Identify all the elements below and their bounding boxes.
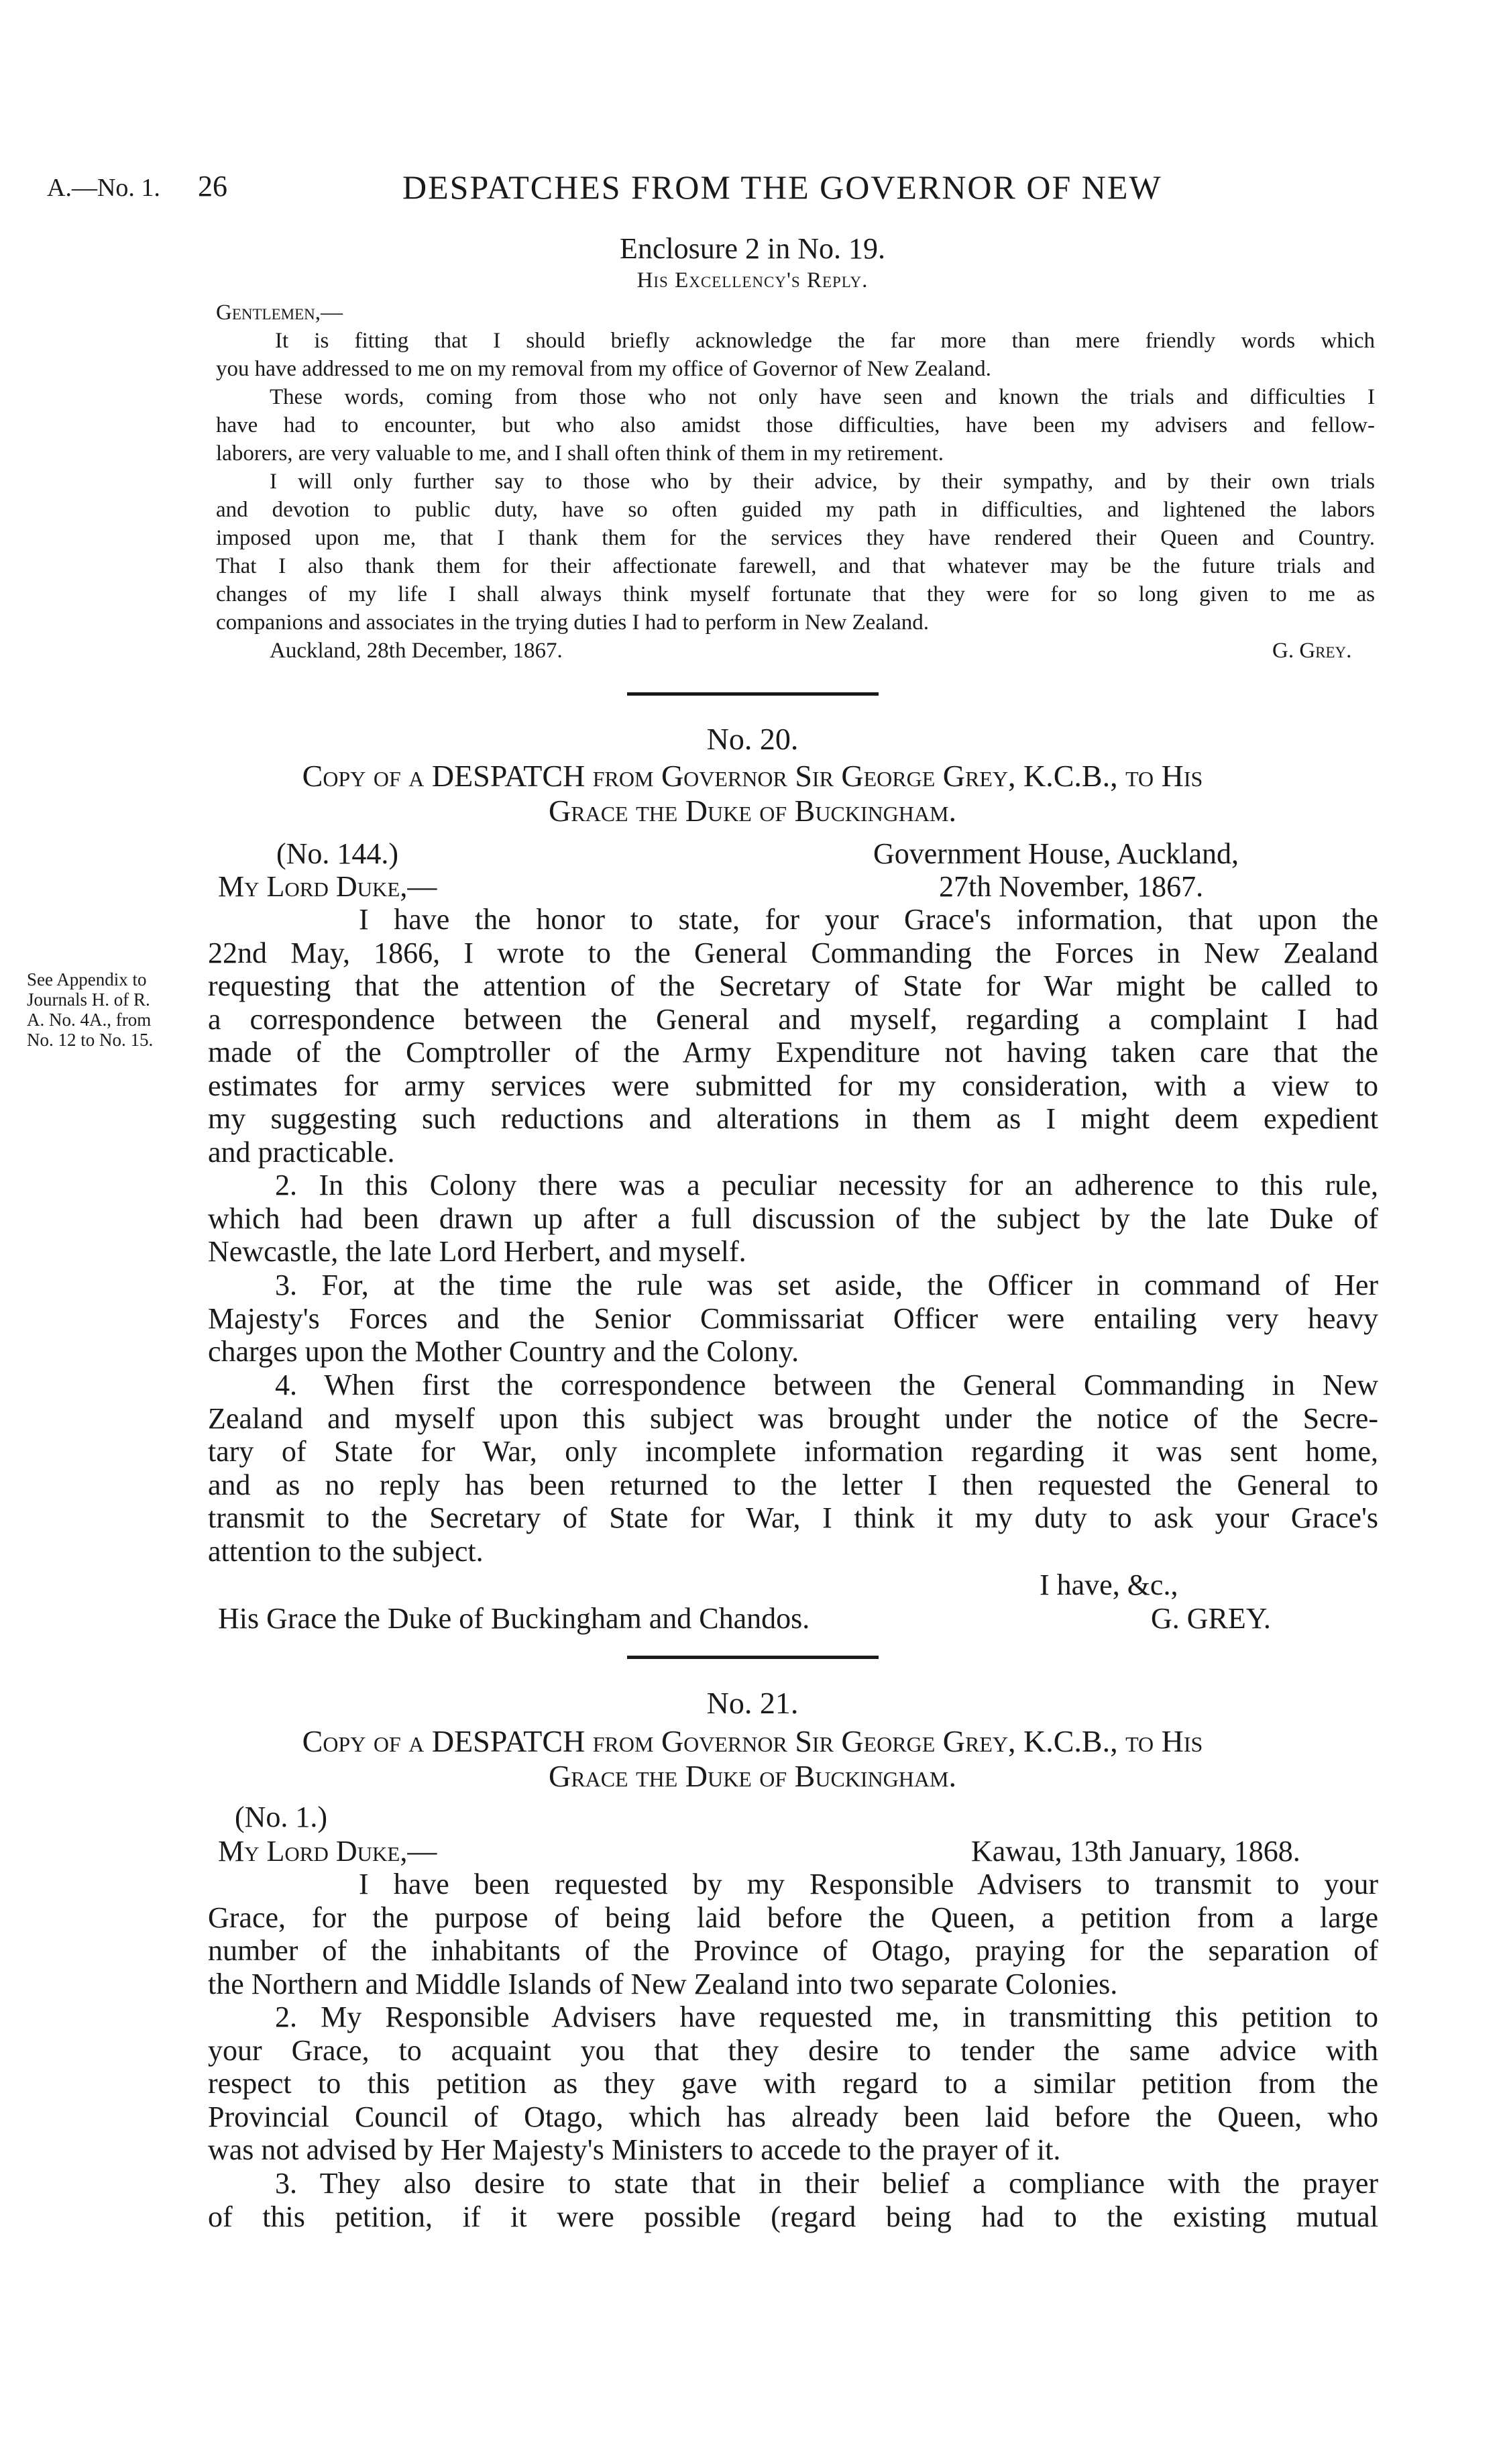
enclosure-p3-line: changes of my life I shall always think myself fortunate that they were for so long given to me as (216, 582, 1375, 606)
enclosure-p3-line: I will only further say to those who by their advice, by their sympathy, and by their own trials (270, 470, 1375, 494)
margin-note-line: No. 12 to No. 15. (27, 1030, 154, 1050)
margin-note-line: See Appendix to (27, 969, 147, 989)
enclosure-paragraph-2 (216, 383, 1375, 468)
page-ref: A.—No. 1. (47, 174, 160, 202)
enclosure-p1-line: you have addressed to me on my removal from my office of Governor of New Zealand. (216, 357, 991, 381)
despatch-20-closing: I have, &c., (1040, 1568, 1178, 1601)
despatch-20-title: Copy of a DESPATCH from Governor Sir George Grey, K.C.B., to His (302, 759, 1203, 793)
despatch-21-p2-line: your Grace, to acquaint you that they desire to tender the same advice with (208, 2033, 1378, 2067)
enclosure-signature: G. Grey. (1272, 639, 1352, 663)
despatch-21-title-line-2: Grace the Duke of Buckingham. (549, 1759, 956, 1793)
despatch-20-p3-line: Majesty's Forces and the Senior Commissariat Officer were entailing very heavy (208, 1301, 1378, 1335)
despatch-20-p2-line: Newcastle, the late Lord Herbert, and myself. (208, 1235, 746, 1268)
despatch-20-paragraph-4 (208, 1369, 1378, 1568)
despatch-20-date: 27th November, 1867. (939, 870, 1204, 903)
enclosure-p2-line: have had to encounter, but who also amidst those difficulties, have been my advisers and fellow- (216, 413, 1375, 437)
despatch-21-salutation: My Lord Duke,— (218, 1835, 437, 1868)
despatch-21-p3-line: 3. They also desire to state that in their belief a compliance with the prayer (275, 2167, 1378, 2200)
despatch-21-paragraph-3 (208, 2167, 1378, 2233)
despatch-21-place-date: Kawau, 13th January, 1868. (971, 1835, 1300, 1868)
despatch-20-paragraph-3 (208, 1269, 1378, 1369)
despatch-21-p2-line: respect to this petition as they gave with regard to a similar petition from the (208, 2067, 1378, 2100)
despatch-20-p1-line: my suggesting such reductions and alterations in them as I might deem expedient (208, 1102, 1378, 1135)
despatch-20-p4-line: and as no reply has been returned to the letter I then requested the General to (208, 1468, 1378, 1501)
despatch-20-p1-line: made of the Comptroller of the Army Expenditure not having taken care that the (208, 1036, 1378, 1069)
despatch-21-p3-line: of this petition, if it were possible (regard being had to the existing mutual (208, 2200, 1378, 2233)
despatch-20-recipient: His Grace the Duke of Buckingham and Chandos. (218, 1602, 810, 1635)
page-header-title: DESPATCHES FROM THE GOVERNOR OF NEW (402, 168, 1162, 206)
despatch-20-p4-line: attention to the subject. (208, 1534, 484, 1568)
despatch-21-p2-line: 2. My Responsible Advisers have requested me, in transmitting this petition to (275, 2000, 1378, 2033)
despatch-20-p1-line: estimates for army services were submitted for my consideration, with a view to (208, 1069, 1378, 1102)
enclosure-p3-line: and devotion to public duty, have so often guided my path in difficulties, and lightened the labors (216, 498, 1375, 522)
despatch-20-p1-line: and practicable. (208, 1135, 395, 1169)
margin-note-line: A. No. 4A., from (27, 1010, 152, 1030)
margin-note-line: Journals H. of R. (27, 989, 150, 1010)
despatch-21-p1-line: the Northern and Middle Islands of New Zealand into two separate Colonies. (208, 1967, 1118, 2000)
despatch-20-p4-line: 4. When first the correspondence between the General Commanding in New (275, 1369, 1378, 1401)
enclosure-paragraph-1 (216, 327, 1375, 383)
page-number: 26 (198, 170, 227, 203)
despatch-20-title-line-2: Grace the Duke of Buckingham. (549, 794, 956, 828)
enclosure-salutation: Gentlemen,— (216, 301, 343, 325)
despatch-20-signature: G. GREY. (1151, 1602, 1271, 1635)
despatch-20-p3-line: charges upon the Mother Country and the Colony. (208, 1335, 799, 1368)
enclosure-p3-line: companions and associates in the trying duties I had to perform in New Zealand. (216, 610, 930, 635)
despatch-20-p1-line: requesting that the attention of the Secretary of State for War might be called to (208, 969, 1378, 1002)
despatch-20-ref-no: (No. 144.) (276, 837, 399, 870)
despatch-21-number: No. 21. (706, 1686, 799, 1720)
despatch-21-p2-line: was not advised by Her Majesty's Ministers to accede to the prayer of it. (208, 2133, 1061, 2166)
despatch-21-p1-line: Grace, for the purpose of being laid before the Queen, a petition from a large (208, 1900, 1378, 1934)
enclosure-paragraph-3 (216, 468, 1375, 637)
enclosure-p2-line: These words, coming from those who not only have seen and known the trials and difficulties I (270, 385, 1375, 409)
margin-note (27, 969, 153, 1050)
enclosure-p1-line: It is fitting that I should briefly acknowledge the far more than mere friendly words which (275, 329, 1375, 353)
despatch-21-p1-line: I have been requested by my Responsible Advisers to transmit to your (359, 1868, 1378, 1900)
despatch-20-number: No. 20. (706, 722, 799, 756)
enclosure-place-date: Auckland, 28th December, 1867. (270, 639, 563, 663)
section-divider (627, 1656, 879, 1659)
despatch-20-paragraph-1 (208, 903, 1378, 1169)
despatch-20-p4-line: tary of State for War, only incomplete information regarding it was sent home, (208, 1435, 1378, 1468)
despatch-20-p4-line: Zealand and myself upon this subject was brought under the notice of the Secre- (208, 1401, 1378, 1435)
enclosure-p2-line: laborers, are very valuable to me, and I shall often think of them in my retirement. (216, 441, 944, 466)
despatch-21-paragraph-1 (208, 1868, 1378, 2000)
despatch-21-ref-no: (No. 1.) (235, 1801, 328, 1833)
enclosure-subheading: His Excellency's Reply. (636, 268, 869, 292)
despatch-20-paragraph-2 (208, 1169, 1378, 1269)
despatch-20-salutation: My Lord Duke,— (218, 870, 437, 903)
despatch-20-p2-line: which had been drawn up after a full discussion of the subject by the late Duke of (208, 1201, 1378, 1235)
despatch-20-p1-line: a correspondence between the General and myself, regarding a complaint I had (208, 1002, 1378, 1036)
enclosure-p3-line: imposed upon me, that I thank them for the services they have rendered their Queen and Country. (216, 526, 1375, 550)
despatch-21-p1-line: number of the inhabitants of the Province of Otago, praying for the separation of (208, 1934, 1378, 1967)
enclosure-p3-line: That I also thank them for their affectionate farewell, and that whatever may be the future trials and (216, 554, 1375, 578)
despatch-20-p1-line: 22nd May, 1866, I wrote to the General Commanding the Forces in New Zealand (208, 936, 1378, 969)
section-divider (627, 692, 879, 696)
despatch-20-p2-line: 2. In this Colony there was a peculiar necessity for an adherence to this rule, (275, 1169, 1378, 1201)
despatch-20-p4-line: transmit to the Secretary of State for War, I think it my duty to ask your Grace's (208, 1501, 1378, 1534)
despatch-20-p3-line: 3. For, at the time the rule was set aside, the Officer in command of Her (275, 1269, 1378, 1301)
despatch-21-title: Copy of a DESPATCH from Governor Sir George Grey, K.C.B., to His (302, 1724, 1203, 1758)
despatch-20-address: Government House, Auckland, (873, 837, 1239, 870)
despatch-21-paragraph-2 (208, 2000, 1378, 2167)
enclosure-heading: Enclosure 2 in No. 19. (620, 232, 885, 265)
despatch-20-p1-line: I have the honor to state, for your Grace's information, that upon the (359, 903, 1378, 936)
despatch-21-p2-line: Provincial Council of Otago, which has already been laid before the Queen, who (208, 2100, 1378, 2133)
